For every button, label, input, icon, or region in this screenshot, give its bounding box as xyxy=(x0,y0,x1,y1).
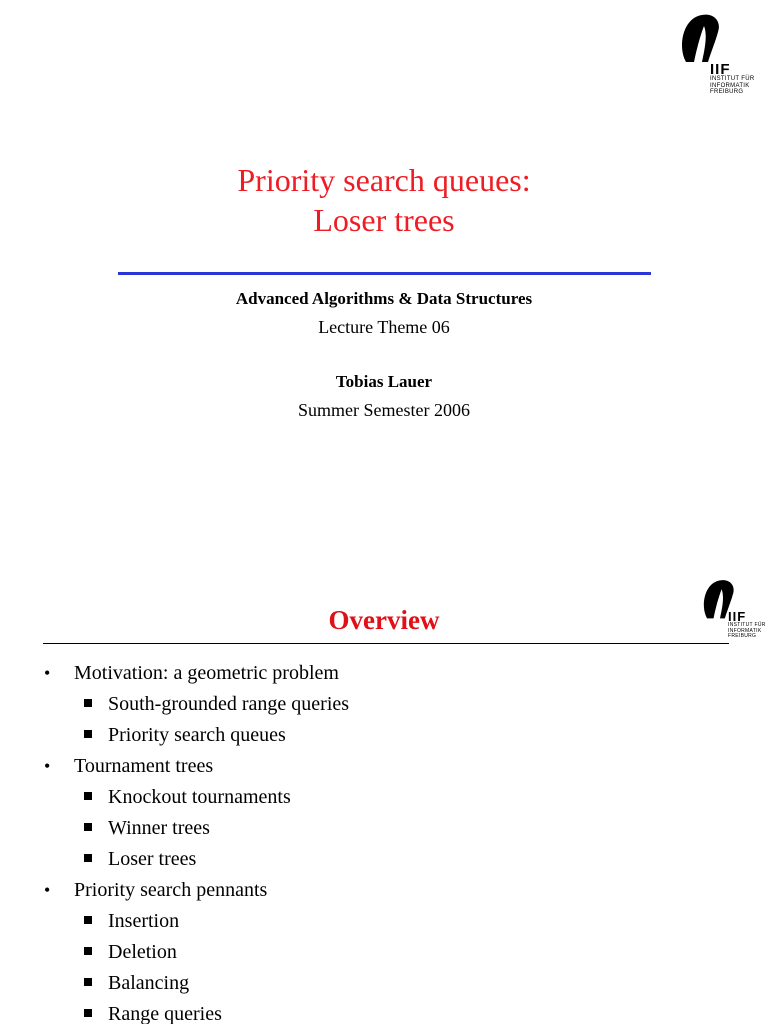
list-item xyxy=(0,658,768,689)
sub-list-item xyxy=(0,906,768,937)
list-item-text: Loser trees xyxy=(108,848,197,870)
overview-list xyxy=(0,658,768,1024)
course-name: Advanced Algorithms & Data Structures xyxy=(235,289,533,308)
sub-list-item xyxy=(0,968,768,999)
list-item xyxy=(0,875,768,906)
list-item-text: Priority search queues xyxy=(108,724,286,746)
square-bullet-icon xyxy=(84,699,92,707)
sub-list-item xyxy=(0,937,768,968)
logo-line: INSTITUT FÜR xyxy=(728,622,766,628)
slide-title-line: Priority search queues: xyxy=(237,162,531,198)
list-item-text: South-grounded range queries xyxy=(108,693,350,715)
bullet-icon: • xyxy=(44,880,51,900)
square-bullet-icon xyxy=(84,1009,92,1017)
title-divider xyxy=(43,643,729,644)
sub-list-item xyxy=(0,720,768,751)
logo-line: INFORMATIK xyxy=(728,627,762,634)
slide-title-line: Loser trees xyxy=(313,202,455,238)
square-bullet-icon xyxy=(84,792,92,800)
bullet-icon: • xyxy=(44,756,51,776)
slide-title xyxy=(0,160,768,240)
author-name: Tobias Lauer xyxy=(335,372,433,391)
list-item-text: Deletion xyxy=(108,941,177,963)
list-item-text: Range queries xyxy=(108,1003,222,1024)
list-item-text: Balancing xyxy=(108,972,190,994)
sub-list-item xyxy=(0,689,768,720)
sub-list-item xyxy=(0,813,768,844)
list-item-text: Insertion xyxy=(108,910,180,932)
square-bullet-icon xyxy=(84,730,92,738)
iif-logo xyxy=(678,12,758,95)
logo-line: FREIBURG xyxy=(728,633,757,639)
sub-list-item xyxy=(0,999,768,1024)
logo-mark: IIF xyxy=(728,609,747,624)
slide-title: Overview xyxy=(328,605,440,635)
square-bullet-icon xyxy=(84,854,92,862)
iif-logo-icon xyxy=(678,12,726,64)
list-item-text: Priority search pennants xyxy=(74,879,268,901)
list-item xyxy=(0,751,768,782)
semester: Summer Semester 2006 xyxy=(298,400,470,420)
logo-line: FREIBURG xyxy=(710,89,744,95)
list-item-text: Tournament trees xyxy=(74,755,214,777)
square-bullet-icon xyxy=(84,916,92,924)
sub-list-item xyxy=(0,844,768,875)
square-bullet-icon xyxy=(84,947,92,955)
logo-text xyxy=(710,76,760,96)
title-divider xyxy=(118,272,651,275)
square-bullet-icon xyxy=(84,978,92,986)
logo-mark: IIF xyxy=(710,61,731,78)
overview-slide xyxy=(0,512,768,1024)
list-item-text: Knockout tournaments xyxy=(108,786,291,808)
logo-line: INSTITUT FÜR xyxy=(710,76,755,82)
lecture-theme: Lecture Theme 06 xyxy=(318,317,450,337)
list-item-text: Motivation: a geometric problem xyxy=(74,662,339,684)
bullet-icon: • xyxy=(44,663,51,683)
sub-list-item xyxy=(0,782,768,813)
logo-line: INFORMATIK xyxy=(710,82,750,89)
list-item-text: Winner trees xyxy=(108,817,210,839)
square-bullet-icon xyxy=(84,823,92,831)
